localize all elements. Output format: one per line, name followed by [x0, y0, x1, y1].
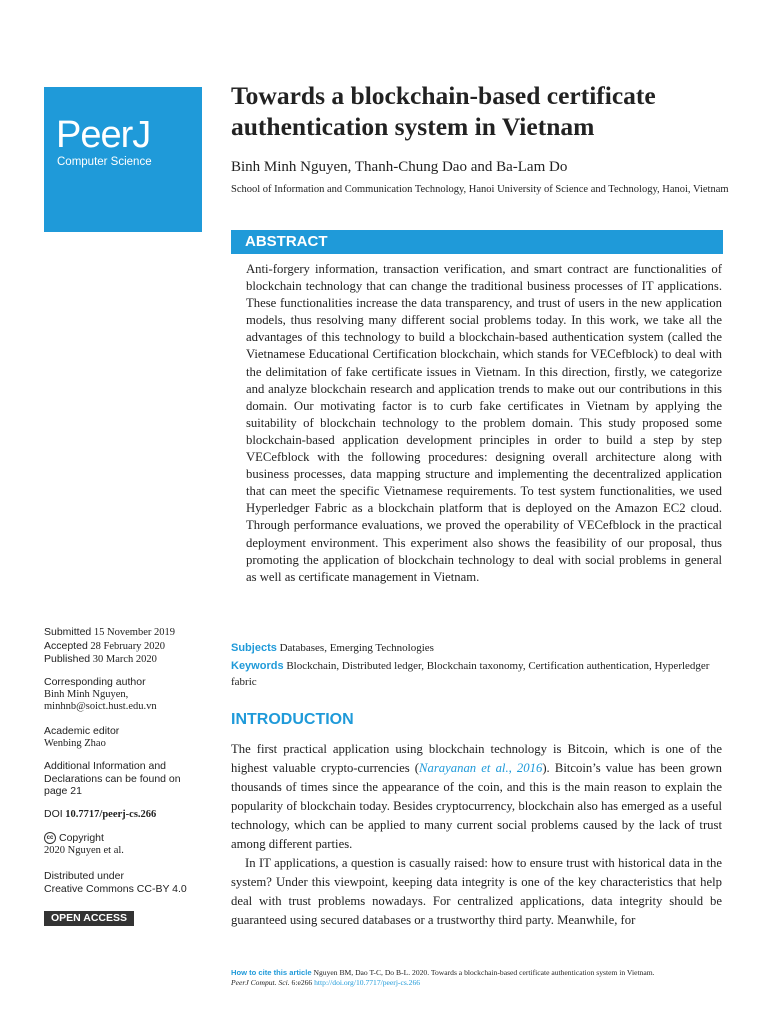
keywords-value: Blockchain, Distributed ledger, Blockchain taxonomy, Certification authentication, Hyperledger fabric	[231, 660, 710, 688]
published-date: 30 March 2020	[92, 654, 157, 666]
subjects-value: Databases, Emerging Technologies	[279, 642, 434, 654]
copyright-label: Copyright	[59, 832, 104, 844]
doi-label: DOI	[44, 808, 63, 820]
distributed-line-2[interactable]: Creative Commons CC-BY 4.0	[44, 882, 187, 895]
submitted-label: Submitted	[44, 626, 92, 638]
logo-wordmark: PeerJ	[56, 114, 151, 156]
open-access-badge: OPEN ACCESS	[44, 911, 134, 926]
subjects-label: Subjects	[231, 642, 277, 654]
additional-line-2: Declarations can be found on	[44, 772, 181, 785]
introduction-paragraph-1	[231, 740, 722, 854]
corresponding-name: Binh Minh Nguyen,	[44, 688, 129, 700]
accepted-label: Accepted	[44, 639, 88, 652]
submitted-date: 15 November 2019	[93, 627, 175, 638]
corresponding-label: Corresponding author	[44, 676, 146, 688]
license	[44, 870, 214, 895]
journal-volume: 6:e266	[291, 978, 313, 987]
citation-footer	[231, 968, 731, 988]
author-list: Binh Minh Nguyen, Thanh-Chung Dao and Ba-Lam Do	[231, 159, 568, 175]
introduction-heading: INTRODUCTION	[231, 711, 354, 728]
editor-label: Academic editor	[44, 725, 120, 737]
journal-name: PeerJ Comput. Sci.	[231, 978, 290, 987]
abstract-heading: ABSTRACT	[231, 230, 723, 254]
affiliation: School of Information and Communication Technology, Hanoi University of Science and Technology, Hanoi, Vietnam	[231, 184, 729, 195]
creative-commons-icon: cc	[44, 832, 56, 844]
submission-dates	[44, 626, 214, 667]
logo-subtitle: Computer Science	[57, 156, 152, 168]
doi	[44, 808, 214, 822]
copyright	[44, 832, 214, 857]
corresponding-author	[44, 676, 214, 714]
accepted-date: 28 February 2020	[90, 640, 166, 652]
cite-text: Nguyen BM, Dao T-C, Do B-L. 2020. Towards a blockchain-based certificate authentication system in Vietnam.	[313, 968, 655, 977]
published-label: Published	[44, 653, 91, 666]
intro-text-b: ). Bitcoin’s value has been grown thousands of times since the appearance of the coin, and this is the main reason to explain the popularity of blockchain today. Besides cryptocurrency, blockchain also has emerged as a useful technology, which can be applied to many current social problems caused by the lack of trust among different parties.	[231, 761, 722, 851]
abstract-text: Anti-forgery information, transaction verification, and smart contract are functionalities of blockchain technology that can change the traditional business processes of IT applications. These functionalities increase the data transparency, and trust of users in the new application models, thus resolving many different social problems today. In this work, we take all the advantages of this technology to build a blockchain-based authentication system (called the Vietnamese Educational Certification blockchain, which stands for VECefblock) to deal with the delimitation of fake certificate issues in Vietnam. In this direction, firstly, we categorize and analyze blockchain research and application trends to make out our contributions in this domain. Our motivating factor is to curb fake certificates in Vietnam by applying the suitability of blockchain technology to the problem domain. This study proposed some blockchain-based application development principles in order to build a step by step VECefblock with the following procedures: designing overall architecture along with business processes, data mapping structure and implementing the decentralized application that can meet the specific Vietnamese requirements. To test system functionalities, we used Hyperledger Fabric as a blockchain platform that is deployed on the Amazon EC2 cloud. Through performance evaluations, we proved the operability of VECefblock in the practical deployment environment. This experiment also shows the feasibility of our proposal, thus promoting the application of blockchain technology to deal with social problems in general as well as certificate management in Vietnam.	[246, 262, 722, 584]
intro-text-a: The first practical application using blockchain technology is Bitcoin, which is one of the highest valuable crypto-currencies (	[231, 742, 722, 775]
doi-link[interactable]: http://doi.org/10.7717/peerj-cs.266	[314, 978, 421, 987]
corresponding-email[interactable]: minhnb@soict.hust.edu.vn	[44, 701, 157, 713]
additional-line-3: page 21	[44, 785, 82, 798]
keywords	[231, 658, 721, 690]
additional-line-1: Additional Information and	[44, 760, 166, 772]
keywords-label: Keywords	[231, 660, 284, 672]
peerj-logo	[44, 87, 202, 232]
copyright-value: 2020 Nguyen et al.	[44, 844, 124, 856]
distributed-line-1: Distributed under	[44, 870, 124, 882]
academic-editor	[44, 725, 214, 750]
paper-title: Towards a blockchain-based certificate authentication system in Vietnam	[231, 81, 656, 141]
editor-name: Wenbing Zhao	[44, 737, 106, 749]
cite-label: How to cite this article	[231, 968, 312, 977]
doi-value[interactable]: 10.7717/peerj-cs.266	[65, 809, 157, 820]
introduction-paragraph-2: In IT applications, a question is casually raised: how to ensure trust with historical data in the system? Under this viewpoint, keeping data integrity is one of the key characteristics that help deal with trust problems nowadays. For centralized applications, data integrity should be guaranteed using secured databases or a trustworthy third party. Meanwhile, for	[231, 856, 722, 927]
additional-info[interactable]	[44, 760, 214, 798]
subjects	[231, 640, 731, 656]
citation-link[interactable]: Narayanan et al., 2016	[419, 761, 543, 775]
